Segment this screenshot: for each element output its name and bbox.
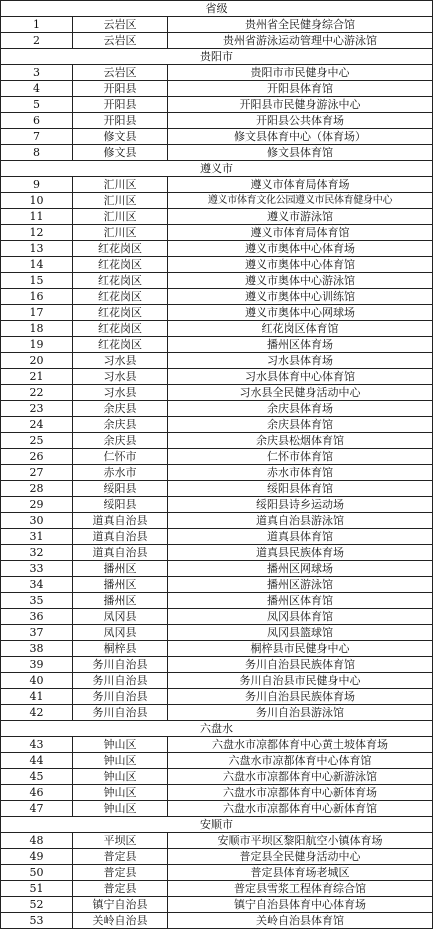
district-cell: 平坝区 [73, 833, 168, 849]
district-cell: 镇宁自治县 [73, 897, 168, 913]
venue-name-cell: 余庆县松烟体育馆 [168, 433, 433, 449]
table-row [1, 881, 433, 897]
row-number: 34 [1, 577, 73, 593]
row-number: 14 [1, 257, 73, 273]
venue-name-cell: 贵州省游泳运动管理中心游泳馆 [168, 33, 433, 49]
row-number: 23 [1, 401, 73, 417]
venue-name-cell: 绥阳县体育馆 [168, 481, 433, 497]
venue-name-cell: 六盘水市凉都体育中心新游泳馆 [168, 769, 433, 785]
row-number: 17 [1, 305, 73, 321]
row-number: 25 [1, 433, 73, 449]
venue-name-cell: 道真县民族体育场 [168, 545, 433, 561]
district-cell: 钟山区 [73, 753, 168, 769]
venue-name-cell: 遵义市奥体中心体育馆 [168, 257, 433, 273]
district-cell: 红花岗区 [73, 257, 168, 273]
section-header: 六盘水 [1, 721, 433, 737]
venue-name-cell: 道真县体育馆 [168, 529, 433, 545]
table-row [1, 833, 433, 849]
row-number: 33 [1, 561, 73, 577]
table-row [1, 561, 433, 577]
venue-name-cell: 六盘水市凉都体育中心新体育场 [168, 785, 433, 801]
venue-name-cell: 开阳县体育馆 [168, 81, 433, 97]
venue-name-cell: 务川自治县民族体育馆 [168, 657, 433, 673]
table-row [1, 465, 433, 481]
venue-name-cell: 普定县雪浆工程体育综合馆 [168, 881, 433, 897]
district-cell: 余庆县 [73, 401, 168, 417]
table-row [1, 209, 433, 225]
row-number: 51 [1, 881, 73, 897]
district-cell: 汇川区 [73, 177, 168, 193]
district-cell: 红花岗区 [73, 305, 168, 321]
venue-name-cell: 习水县体育中心体育馆 [168, 369, 433, 385]
venue-name-cell: 开阳县市民健身游泳中心 [168, 97, 433, 113]
district-cell: 绥阳县 [73, 497, 168, 513]
district-cell: 道真自治县 [73, 513, 168, 529]
row-number: 39 [1, 657, 73, 673]
row-number: 10 [1, 193, 73, 209]
table-row [1, 289, 433, 305]
table-row [1, 97, 433, 113]
district-cell: 仁怀市 [73, 449, 168, 465]
row-number: 52 [1, 897, 73, 913]
district-cell: 云岩区 [73, 33, 168, 49]
row-number: 24 [1, 417, 73, 433]
table-row [1, 769, 433, 785]
row-number: 8 [1, 145, 73, 161]
venue-name-cell: 遵义市奥体中心游泳馆 [168, 273, 433, 289]
table-row [1, 641, 433, 657]
table-row [1, 321, 433, 337]
district-cell: 红花岗区 [73, 289, 168, 305]
row-number: 46 [1, 785, 73, 801]
district-cell: 红花岗区 [73, 241, 168, 257]
venue-name-cell: 习水县全民健身活动中心 [168, 385, 433, 401]
table-row [1, 177, 433, 193]
district-cell: 道真自治县 [73, 545, 168, 561]
section-header-row [1, 161, 433, 177]
district-cell: 红花岗区 [73, 273, 168, 289]
table-row [1, 785, 433, 801]
table-row [1, 17, 433, 33]
table-row [1, 705, 433, 721]
table-row [1, 257, 433, 273]
venue-name-cell: 务川自治县市民健身中心 [168, 673, 433, 689]
table-row [1, 753, 433, 769]
venue-table-body [1, 1, 433, 929]
venue-name-cell: 播州区游泳馆 [168, 577, 433, 593]
row-number: 6 [1, 113, 73, 129]
district-cell: 开阳县 [73, 97, 168, 113]
venue-name-cell: 普定县全民健身活动中心 [168, 849, 433, 865]
table-row [1, 417, 433, 433]
row-number: 50 [1, 865, 73, 881]
row-number: 26 [1, 449, 73, 465]
row-number: 53 [1, 913, 73, 929]
row-number: 22 [1, 385, 73, 401]
district-cell: 红花岗区 [73, 337, 168, 353]
row-number: 21 [1, 369, 73, 385]
venue-name-cell: 修文县体育中心（体育场） [168, 129, 433, 145]
district-cell: 开阳县 [73, 81, 168, 97]
venue-name-cell: 绥阳县诗乡运动场 [168, 497, 433, 513]
district-cell: 钟山区 [73, 785, 168, 801]
row-number: 15 [1, 273, 73, 289]
row-number: 43 [1, 737, 73, 753]
venue-name-cell: 播州区体育馆 [168, 593, 433, 609]
row-number: 2 [1, 33, 73, 49]
row-number: 11 [1, 209, 73, 225]
table-row [1, 145, 433, 161]
row-number: 35 [1, 593, 73, 609]
section-header: 省级 [1, 1, 433, 17]
district-cell: 红花岗区 [73, 321, 168, 337]
table-row [1, 81, 433, 97]
venue-name-cell: 播州区体育场 [168, 337, 433, 353]
district-cell: 播州区 [73, 561, 168, 577]
district-cell: 桐梓县 [73, 641, 168, 657]
venue-name-cell: 习水县体育场 [168, 353, 433, 369]
district-cell: 云岩区 [73, 65, 168, 81]
venue-name-cell: 务川自治县民族体育场 [168, 689, 433, 705]
table-row [1, 337, 433, 353]
row-number: 36 [1, 609, 73, 625]
section-header-row [1, 817, 433, 833]
table-row [1, 689, 433, 705]
row-number: 19 [1, 337, 73, 353]
row-number: 1 [1, 17, 73, 33]
venue-name-cell: 凤冈县体育馆 [168, 609, 433, 625]
table-row [1, 385, 433, 401]
row-number: 42 [1, 705, 73, 721]
table-row [1, 193, 433, 209]
district-cell: 赤水市 [73, 465, 168, 481]
table-row [1, 449, 433, 465]
district-cell: 钟山区 [73, 737, 168, 753]
venue-name-cell: 凤冈县篮球馆 [168, 625, 433, 641]
district-cell: 绥阳县 [73, 481, 168, 497]
row-number: 37 [1, 625, 73, 641]
table-row [1, 481, 433, 497]
table-row [1, 241, 433, 257]
venue-name-cell: 遵义市游泳馆 [168, 209, 433, 225]
venue-name-cell: 关岭自治县体育馆 [168, 913, 433, 929]
section-header-row [1, 721, 433, 737]
venue-name-cell: 遵义市奥体中心训练馆 [168, 289, 433, 305]
table-row [1, 577, 433, 593]
row-number: 32 [1, 545, 73, 561]
section-header-row [1, 49, 433, 65]
row-number: 20 [1, 353, 73, 369]
district-cell: 开阳县 [73, 113, 168, 129]
row-number: 41 [1, 689, 73, 705]
table-row [1, 673, 433, 689]
row-number: 16 [1, 289, 73, 305]
row-number: 31 [1, 529, 73, 545]
table-row [1, 593, 433, 609]
table-row [1, 129, 433, 145]
row-number: 27 [1, 465, 73, 481]
table-row [1, 529, 433, 545]
row-number: 44 [1, 753, 73, 769]
district-cell: 钟山区 [73, 801, 168, 817]
table-row [1, 897, 433, 913]
table-row [1, 865, 433, 881]
section-header: 安顺市 [1, 817, 433, 833]
district-cell: 习水县 [73, 369, 168, 385]
row-number: 5 [1, 97, 73, 113]
table-row [1, 737, 433, 753]
venue-name-cell: 遵义市体育局体育馆 [168, 225, 433, 241]
district-cell: 播州区 [73, 593, 168, 609]
district-cell: 汇川区 [73, 225, 168, 241]
venue-name-cell: 遵义市奥体中心网球场 [168, 305, 433, 321]
row-number: 12 [1, 225, 73, 241]
row-number: 7 [1, 129, 73, 145]
table-row [1, 913, 433, 929]
district-cell: 务川自治县 [73, 657, 168, 673]
district-cell: 务川自治县 [73, 689, 168, 705]
district-cell: 汇川区 [73, 193, 168, 209]
venue-name-cell: 余庆县体育馆 [168, 417, 433, 433]
table-row [1, 433, 433, 449]
row-number: 48 [1, 833, 73, 849]
district-cell: 凤冈县 [73, 609, 168, 625]
district-cell: 修文县 [73, 129, 168, 145]
row-number: 13 [1, 241, 73, 257]
table-row [1, 113, 433, 129]
district-cell: 播州区 [73, 577, 168, 593]
table-row [1, 353, 433, 369]
row-number: 38 [1, 641, 73, 657]
district-cell: 余庆县 [73, 417, 168, 433]
district-cell: 普定县 [73, 865, 168, 881]
table-row [1, 609, 433, 625]
venue-name-cell: 务川自治县游泳馆 [168, 705, 433, 721]
row-number: 47 [1, 801, 73, 817]
venue-name-cell: 播州区网球场 [168, 561, 433, 577]
venue-name-cell: 红花岗区体育馆 [168, 321, 433, 337]
venue-name-cell: 贵阳市市民健身中心 [168, 65, 433, 81]
venue-name-cell: 遵义市奥体中心体育场 [168, 241, 433, 257]
table-row [1, 849, 433, 865]
venue-name-cell: 六盘水市凉都体育中心体育馆 [168, 753, 433, 769]
district-cell: 关岭自治县 [73, 913, 168, 929]
row-number: 4 [1, 81, 73, 97]
row-number: 3 [1, 65, 73, 81]
table-row [1, 401, 433, 417]
district-cell: 钟山区 [73, 769, 168, 785]
venue-name-cell: 遵义市体育局体育场 [168, 177, 433, 193]
section-header: 贵阳市 [1, 49, 433, 65]
venue-name-cell: 道真自治县游泳馆 [168, 513, 433, 529]
district-cell: 道真自治县 [73, 529, 168, 545]
district-cell: 凤冈县 [73, 625, 168, 641]
district-cell: 务川自治县 [73, 705, 168, 721]
district-cell: 汇川区 [73, 209, 168, 225]
district-cell: 普定县 [73, 881, 168, 897]
venue-name-cell: 赤水市体育馆 [168, 465, 433, 481]
venue-name-cell: 仁怀市体育馆 [168, 449, 433, 465]
row-number: 28 [1, 481, 73, 497]
section-header: 遵义市 [1, 161, 433, 177]
venue-name-cell: 六盘水市凉都体育中心新体育馆 [168, 801, 433, 817]
table-row [1, 513, 433, 529]
venue-name-cell: 镇宁自治县体育中心体育场 [168, 897, 433, 913]
district-cell: 普定县 [73, 849, 168, 865]
row-number: 29 [1, 497, 73, 513]
row-number: 49 [1, 849, 73, 865]
table-row [1, 369, 433, 385]
district-cell: 余庆县 [73, 433, 168, 449]
venue-name-cell: 桐梓县市民健身中心 [168, 641, 433, 657]
table-row [1, 497, 433, 513]
section-header-row [1, 1, 433, 17]
venue-name-cell: 六盘水市凉都体育中心黄土坡体育场 [168, 737, 433, 753]
row-number: 9 [1, 177, 73, 193]
district-cell: 务川自治县 [73, 673, 168, 689]
venue-name-cell: 修文县体育馆 [168, 145, 433, 161]
row-number: 40 [1, 673, 73, 689]
row-number: 18 [1, 321, 73, 337]
table-row [1, 625, 433, 641]
venue-name-cell: 安顺市平坝区黎阳航空小镇体育场 [168, 833, 433, 849]
venue-name-cell: 开阳县公共体育场 [168, 113, 433, 129]
table-row [1, 273, 433, 289]
table-row [1, 305, 433, 321]
table-row [1, 801, 433, 817]
venue-name-cell: 贵州省全民健身综合馆 [168, 17, 433, 33]
district-cell: 修文县 [73, 145, 168, 161]
district-cell: 习水县 [73, 385, 168, 401]
table-row [1, 33, 433, 49]
table-row [1, 65, 433, 81]
district-cell: 习水县 [73, 353, 168, 369]
venue-name-cell: 普定县体育场老城区 [168, 865, 433, 881]
venue-name-cell: 遵义市体育文化公园遵义市民体育健身中心 [168, 193, 433, 209]
table-row [1, 657, 433, 673]
district-cell: 云岩区 [73, 17, 168, 33]
table-row [1, 225, 433, 241]
table-row [1, 545, 433, 561]
venue-name-cell: 余庆县体育场 [168, 401, 433, 417]
row-number: 30 [1, 513, 73, 529]
row-number: 45 [1, 769, 73, 785]
